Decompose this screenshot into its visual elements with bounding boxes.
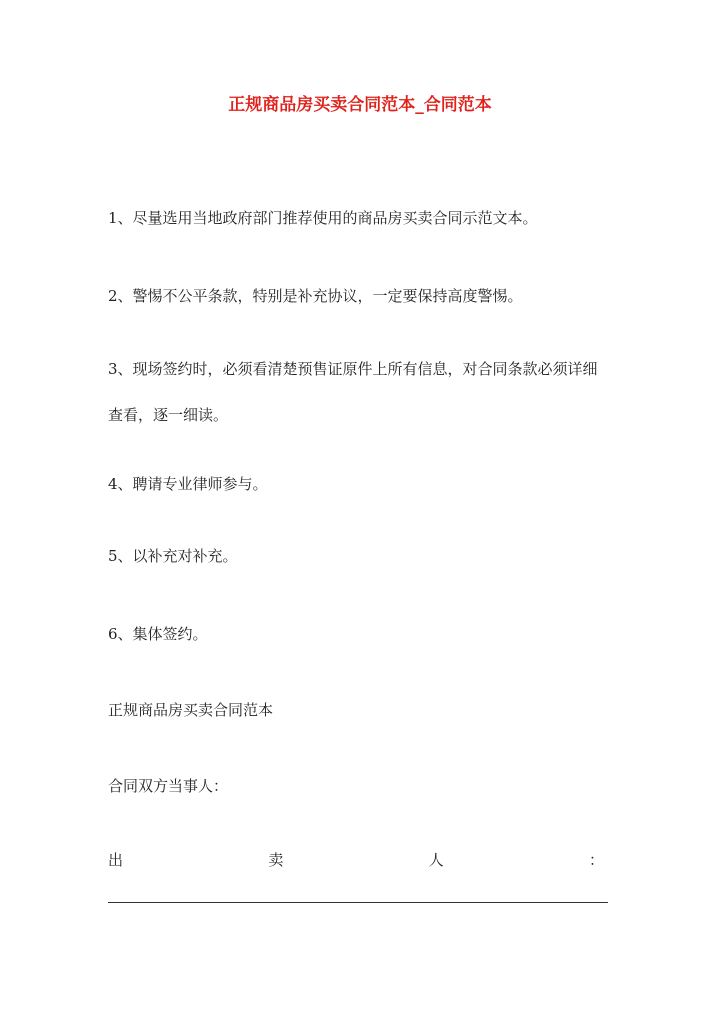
seller-fill-line — [108, 902, 608, 903]
tip-4: 4、聘请专业律师参与。 — [108, 475, 268, 493]
tip-2: 2、警惕不公平条款，特别是补充协议，一定要保持高度警惕。 — [108, 287, 523, 305]
tip-5: 5、以补充对补充。 — [108, 547, 238, 565]
tip-1: 1、尽量选用当地政府部门推荐使用的商品房买卖合同示范文本。 — [108, 209, 538, 227]
seller-char-4: ： — [588, 851, 604, 869]
tip-6: 6、集体签约。 — [108, 625, 208, 643]
document-title: 正规商品房买卖合同范本_合同范本 — [228, 95, 492, 115]
section-heading: 正规商品房买卖合同范本 — [108, 701, 274, 719]
tip-3: 3、现场签约时，必须看清楚预售证原件上所有信息，对合同条款必须详细查看，逐一细读。 — [108, 360, 598, 424]
parties-label: 合同双方当事人： — [108, 777, 229, 795]
seller-label-row — [108, 848, 604, 872]
seller-char-2: 卖 — [268, 851, 284, 869]
seller-char-1: 出 — [108, 851, 124, 869]
seller-char-3: 人 — [428, 851, 444, 869]
